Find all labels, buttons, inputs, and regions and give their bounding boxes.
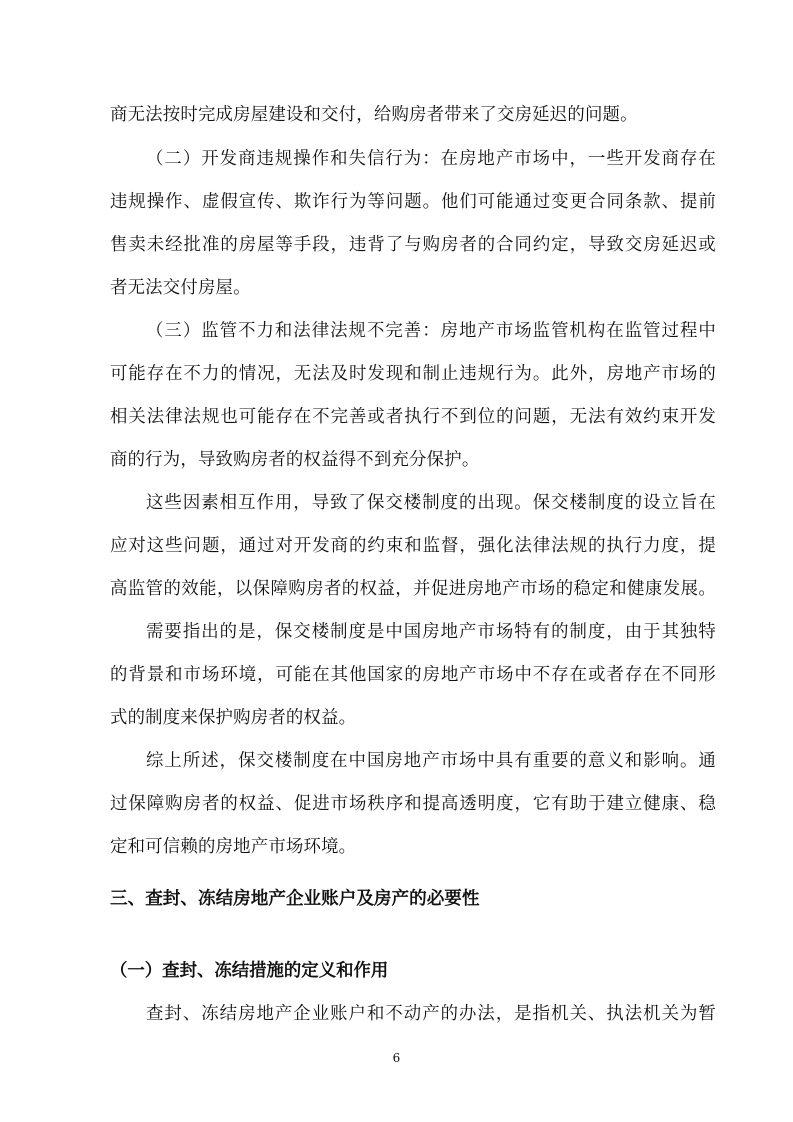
paragraph-line: 售卖未经批准的房屋等手段，违背了与购房者的合同约定，导致交房延迟或 <box>110 235 716 255</box>
paragraph-line: 者无法交付房屋。 <box>110 278 251 298</box>
paragraph-line: 违规操作、虚假宣传、欺诈行为等问题。他们可能通过变更合同条款、提前 <box>110 192 716 212</box>
paragraph-line: 可能存在不力的情况，无法及时发现和制止违规行为。此外，房地产市场的 <box>110 364 716 384</box>
paragraph-line: 综上所述，保交楼制度在中国房地产市场中具有重要的意义和影响。通 <box>146 751 716 771</box>
paragraph-line: （二）开发商违规操作和失信行为：在房地产市场中，一些开发商存在 <box>146 149 716 169</box>
paragraph-line: 查封、冻结房地产企业账户和不动产的办法，是指机关、执法机关为暂 <box>146 1004 716 1024</box>
subsection-heading: （一）查封、冻结措施的定义和作用 <box>110 961 389 981</box>
paragraph-line: 过保障购房者的权益、促进市场秩序和提高透明度，它有助于建立健康、稳 <box>110 794 716 814</box>
paragraph-line: 定和可信赖的房地产市场环境。 <box>110 837 357 857</box>
paragraph-line: 相关法律法规也可能存在不完善或者执行不到位的问题，无法有效约束开发 <box>110 407 716 427</box>
paragraph-line: 商的行为，导致购房者的权益得不到充分保护。 <box>110 450 480 470</box>
paragraph-line: 应对这些问题，通过对开发商的约束和监督，强化法律法规的执行力度，提 <box>110 536 716 556</box>
paragraph-line: 商无法按时完成房屋建设和交付，给购房者带来了交房延迟的问题。 <box>110 105 638 125</box>
paragraph-line: 这些因素相互作用，导致了保交楼制度的出现。保交楼制度的设立旨在 <box>146 493 716 513</box>
section-heading: 三、查封、冻结房地产企业账户及房产的必要性 <box>110 889 480 909</box>
paragraph-line: 需要指出的是，保交楼制度是中国房地产市场特有的制度，由于其独特 <box>146 622 716 642</box>
paragraph-line: 的背景和市场环境，可能在其他国家的房地产市场中不存在或者存在不同形 <box>110 665 716 685</box>
paragraph-line: 式的制度来保护购房者的权益。 <box>110 708 357 728</box>
paragraph-line: （三）监管不力和法律法规不完善：房地产市场监管机构在监管过程中 <box>146 321 716 341</box>
paragraph-line: 高监管的效能，以保障购房者的权益，并促进房地产市场的稳定和健康发展。 <box>110 579 716 599</box>
page-number: 6 <box>392 1051 401 1065</box>
